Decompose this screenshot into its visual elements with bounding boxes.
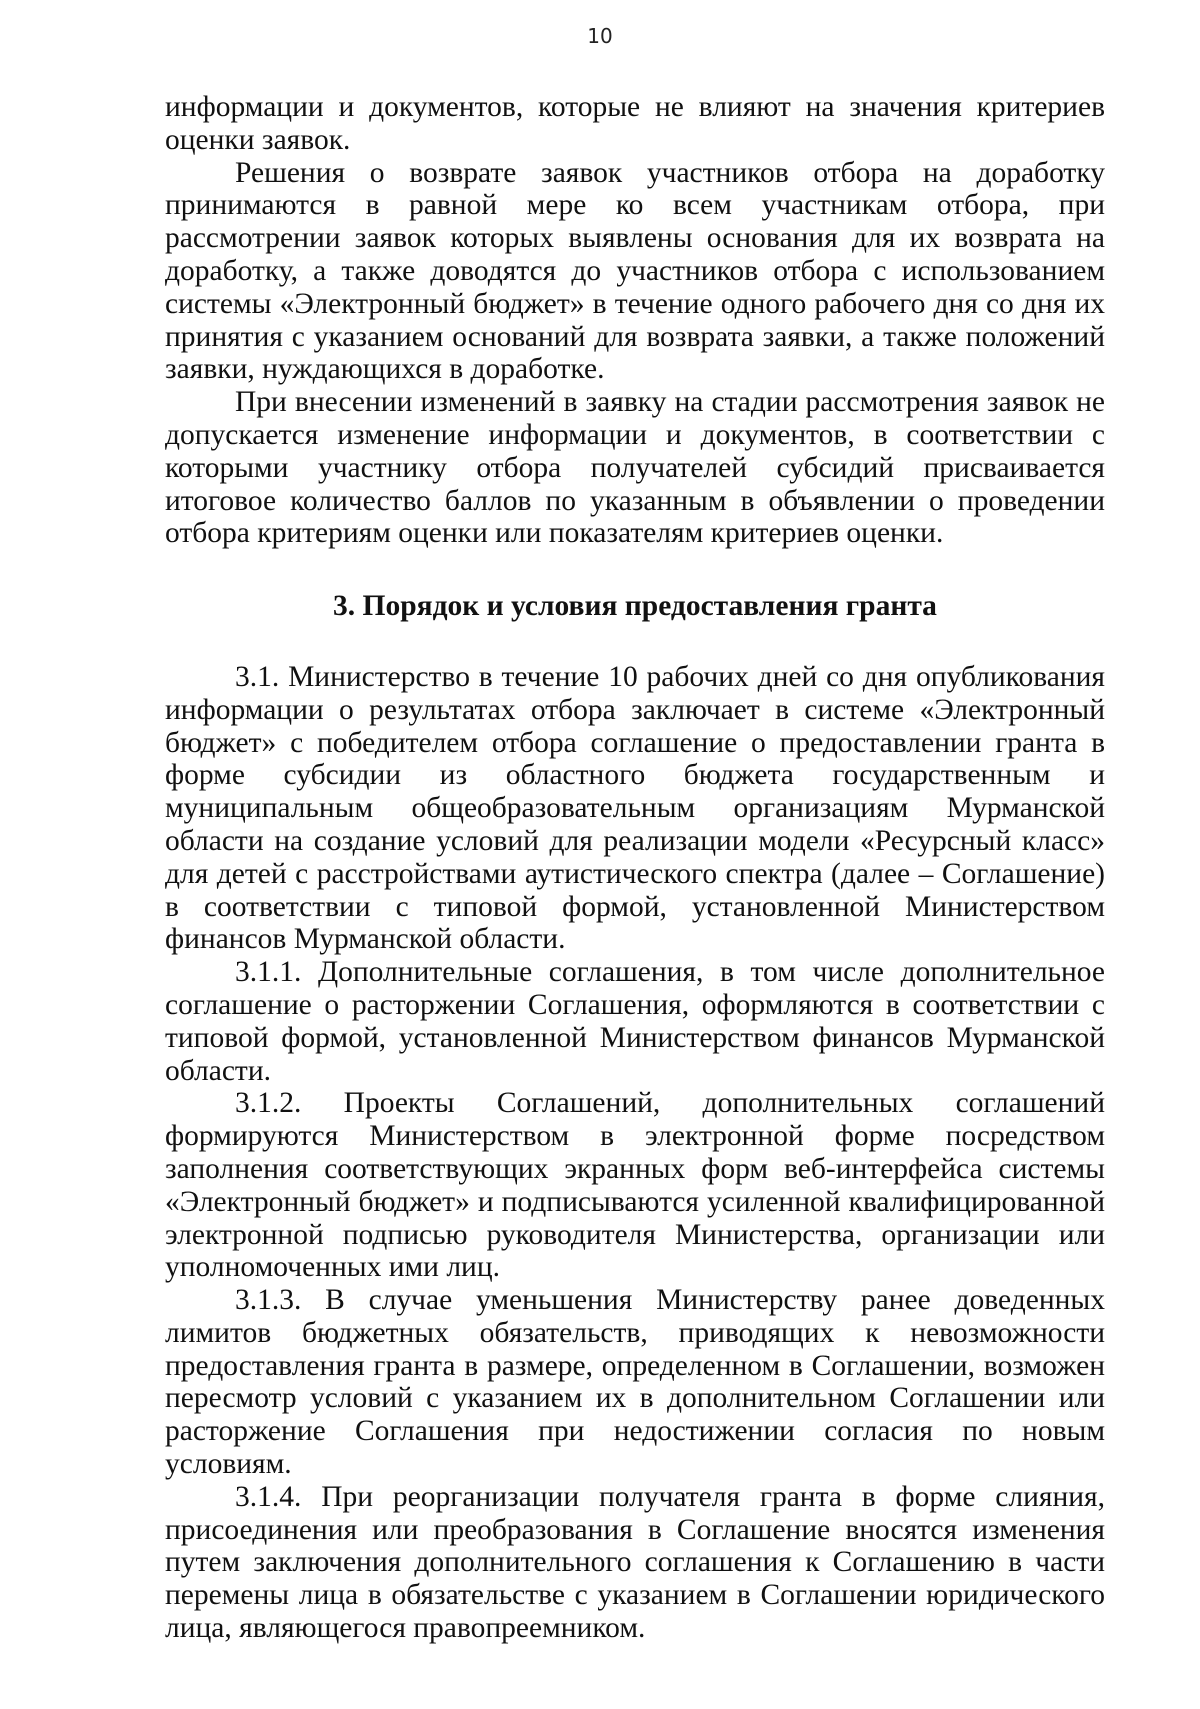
section-heading: 3. Порядок и условия предоставления гранта bbox=[333, 590, 937, 623]
paragraph-3-1-2: 3.1.2. Проекты Соглашений, дополнительных соглашений формируются Министерством в электронной форме посредством заполнения соответствующих экранных форм веб-интерфейса системы «Электронный бюджет» и подписываются усиленной квалифицированной электронной подписью руководителя Министерства, организации или уполномоченных ими лиц. bbox=[165, 1087, 1105, 1284]
paragraph-continuation: информации и документов, которые не влияют на значения критериев оценки заявок. bbox=[165, 91, 1105, 156]
paragraph-3-1-4: 3.1.4. При реорганизации получателя гранта в форме слияния, присоединения или преобразования в Соглашение вносятся изменения путем заключения дополнительного соглашения к Соглашению в части перемены лица в обязательстве с указанием в Соглашении юридического лица, являющегося правопреемником. bbox=[165, 1480, 1105, 1645]
document-body bbox=[165, 91, 1105, 1645]
paragraph-3-1-3: 3.1.3. В случае уменьшения Министерству ранее доведенных лимитов бюджетных обязательств, приводящих к невозможности предоставления гранта в размере, определенном в Соглашении, возможен пересмотр условий с указанием их в дополнительном Соглашении или расторжение Соглашения при недостижении согласия по новым условиям. bbox=[165, 1284, 1105, 1481]
paragraph-changes-restriction: При внесении изменений в заявку на стадии рассмотрения заявок не допускается изменение информации и документов, в соответствии с которыми участнику отбора получателей субсидий присваивается итоговое количество баллов по указанным в объявлении о проведении отбора критериям оценки или показателям критериев оценки. bbox=[165, 386, 1105, 550]
page-number: 10 bbox=[587, 24, 613, 48]
paragraph-return-decisions: Решения о возврате заявок участников отбора на доработку принимаются в равной мере ко всем участникам отбора, при рассмотрении заявок которых выявлены основания для их возврата на доработку, а также доводятся до участников отбора с использованием системы «Электронный бюджет» в течение одного рабочего дня со дня их принятия с указанием оснований для возврата заявки, а также положений заявки, нуждающихся в доработке. bbox=[165, 156, 1105, 386]
paragraph-3-1-1: 3.1.1. Дополнительные соглашения, в том числе дополнительное соглашение о расторжении Соглашения, оформляются в соответствии с типовой формой, установленной Министерством финансов Мурманской области. bbox=[165, 956, 1105, 1087]
paragraph-3-1: 3.1. Министерство в течение 10 рабочих дней со дня опубликования информации о результатах отбора заключает в системе «Электронный бюджет» с победителем отбора соглашение о предоставлении гранта в форме субсидии из областного бюджета государственным и муниципальным общеобразовательным организациям Мурманской области на создание условий для реализации модели «Ресурсный класс» для детей с расстройствами аутистического спектра (далее – Соглашение) в соответствии с типовой формой, установленной Министерством финансов Мурманской области. bbox=[165, 660, 1105, 956]
